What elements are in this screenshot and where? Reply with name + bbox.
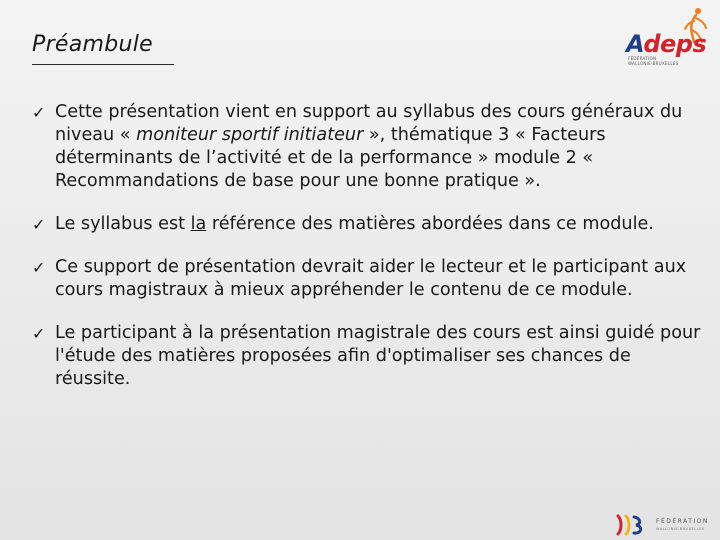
title-underline (32, 64, 174, 65)
bullet-item: ✓ Ce support de présentation devrait aider le lecteur et le participant aux cours magistraux à mieux appréhender le contenu de ce module. (32, 257, 687, 300)
federation-text: FÉDÉRATION (656, 518, 709, 525)
slide-title: Préambule (32, 32, 154, 57)
check-icon: ✓ (32, 258, 46, 277)
adeps-wordmark: Adeps (626, 30, 707, 58)
check-icon: ✓ (32, 215, 46, 234)
federation-logo (612, 512, 712, 538)
bullet-item: ✓ Cette présentation vient en support au syllabus des cours généraux du niveau « moniteur sportif initiateur », thématique 3 « Facteurs déterminants de l’activité et de la performance » module 2 « Recommandations de base pour une bonne pratique ». (32, 102, 683, 191)
adeps-logo (622, 6, 710, 72)
adeps-subtitle: FÉDÉRATION WALLONIE-BRUXELLES (628, 56, 679, 66)
check-icon: ✓ (32, 324, 46, 343)
federation-emblem-icon (612, 512, 652, 538)
bullet-item: ✓ Le participant à la présentation magistrale des cours est ainsi guidé pour l'étude des matières proposées afin d'optimaliser ses chances de réussite. (32, 323, 701, 389)
bullet-item: ✓ Le syllabus est la référence des matières abordées dans ce module. (32, 214, 654, 234)
check-icon: ✓ (32, 103, 46, 122)
federation-subtext: WALLONIE-BRUXELLES (656, 527, 705, 531)
bullet-list (32, 101, 702, 411)
